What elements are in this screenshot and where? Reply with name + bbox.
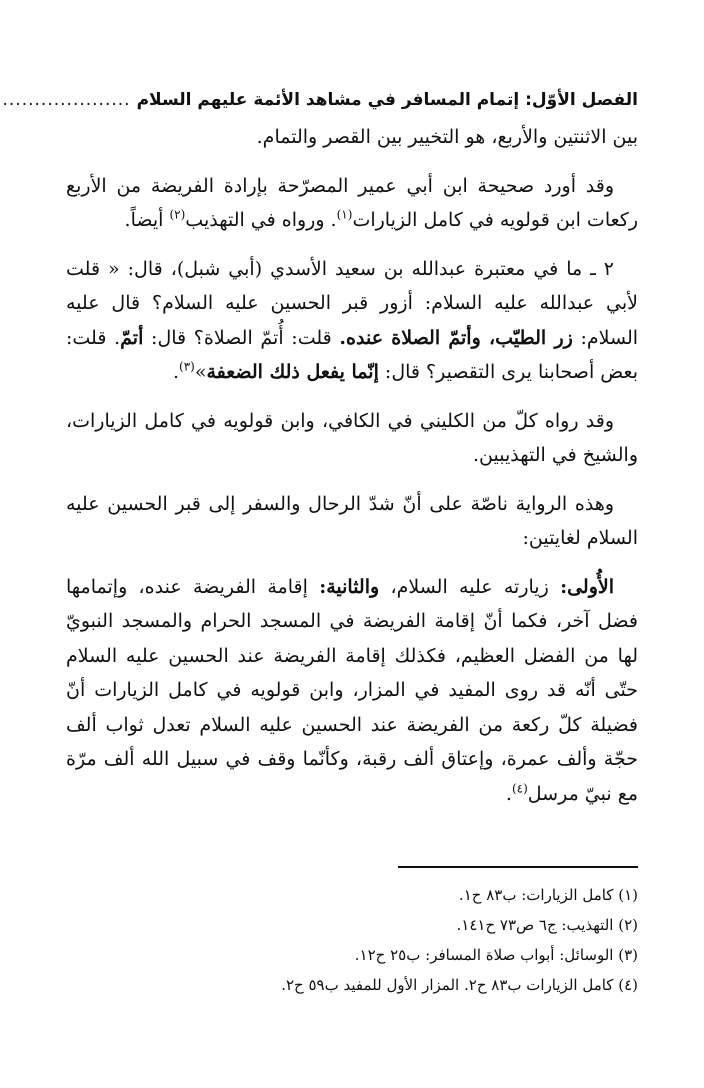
paragraph-3 — [66, 252, 638, 390]
paragraph-6-text-b: إقامة الفريضة عنده، وإتمامها فضل آخر، فكما أنّ إقامة الفريضة في المسجد الحرام والمسجد النبويّ لها من الفضل العظيم، فكذلك إقامة الفريضة عند الحسين عليه السلام حتّى أنّه قد روى المفيد في المزار، وابن قولويه في كامل الزيارات أنّ فضيلة كلّ ركعة من الفريضة عند الحسين عليه السلام تعدل ثواب ألف حجّة وألف عمرة، وإعتاق ألف رقبة، وكأنّما وقف في سبيل الله ألف مرّة مع نبيّ مرسل — [66, 575, 639, 805]
paragraph-3-text-b: قلت: أُتمّ الصلاة؟ قال: — [143, 326, 340, 349]
chapter-title: الفصل الأوّل: إتمام المسافر في مشاهد الأئمة عليهم السلام — [136, 90, 638, 110]
footnote-ref-1: (١) — [336, 207, 353, 222]
footnote-4: (٤) كامل الزيارات ب٨٣ ح٢. المزار الأول للمفيد ب٥٩ ح٢. — [281, 976, 638, 994]
paragraph-3-bold-3: إنّما يفعل ذلك الضعفة — [206, 361, 379, 383]
paragraph-6-bold-2: والثانية: — [319, 575, 380, 598]
footnote-ref-4: (٤) — [511, 781, 528, 796]
running-header — [2, 86, 638, 114]
paragraph-3-text-d: » — [194, 361, 207, 383]
paragraph-3-text-e: . — [172, 361, 179, 383]
paragraph-5-text: وهذه الرواية ناصّة على أنّ شدّ الرحال والسفر إلى قبر الحسين عليه السلام لغايتين: — [66, 492, 638, 549]
body-text — [66, 120, 638, 811]
paragraph-6 — [66, 570, 638, 812]
leader-dots: .................... — [2, 90, 131, 110]
footnote-3: (٣) الوسائل: أبواب صلاة المسافر: ب٢٥ ح١٢. — [354, 946, 638, 964]
footnotes — [66, 880, 638, 1000]
paragraph-2-text-c: أيضاً. — [124, 209, 170, 231]
paragraph-2-text-a: وقد أورد صحيحة ابن أبي عمير المصرّحة بإرادة الفريضة من الأربع ركعات ابن قولويه في كامل الزيارات — [66, 174, 638, 231]
footnote-ref-3: (٣) — [179, 359, 195, 374]
paragraph-3-bold-2: أتمّ — [120, 326, 144, 349]
paragraph-6-text-a: زيارته عليه السلام، — [379, 575, 561, 598]
paragraph-4 — [66, 404, 638, 473]
paragraph-6-bold-1: الأُولى: — [560, 575, 615, 598]
paragraph-3-bold-1: زر الطيّب، وأتمّ الصلاة عنده. — [339, 326, 573, 349]
paragraph-1 — [66, 120, 638, 155]
footnote-ref-2: (٢) — [169, 207, 186, 222]
paragraph-3-text-c: . قلت: بعض أصحابنا يرى التقصير؟ قال: — [66, 326, 638, 383]
footnote-2: (٢) التهذيب: ج٦ ص٧٣ ح١٤١. — [456, 916, 638, 934]
footnote-divider — [398, 866, 638, 868]
paragraph-2 — [66, 169, 638, 238]
paragraph-6-text-c: . — [505, 782, 512, 805]
paragraph-3-text-a: ٢ ـ ما في معتبرة عبدالله بن سعيد الأسدي (أبي شبل)، قال: « قلت لأبي عبدالله عليه السلام: أزور قبر الحسين عليه السلام؟ قال عليه السلام: — [66, 257, 639, 349]
paragraph-1-text: بين الاثنتين والأربع، هو التخيير بين القصر والتمام. — [256, 126, 638, 148]
paragraph-2-text-b: . ورواه في التهذيب — [185, 209, 337, 231]
paragraph-5 — [66, 487, 638, 556]
footnote-1: (١) كامل الزيارات: ب٨٣ ح١. — [458, 886, 638, 904]
paragraph-4-text: وقد رواه كلّ من الكليني في الكافي، وابن قولويه في كامل الزيارات، والشيخ في التهذيبين. — [66, 409, 638, 466]
